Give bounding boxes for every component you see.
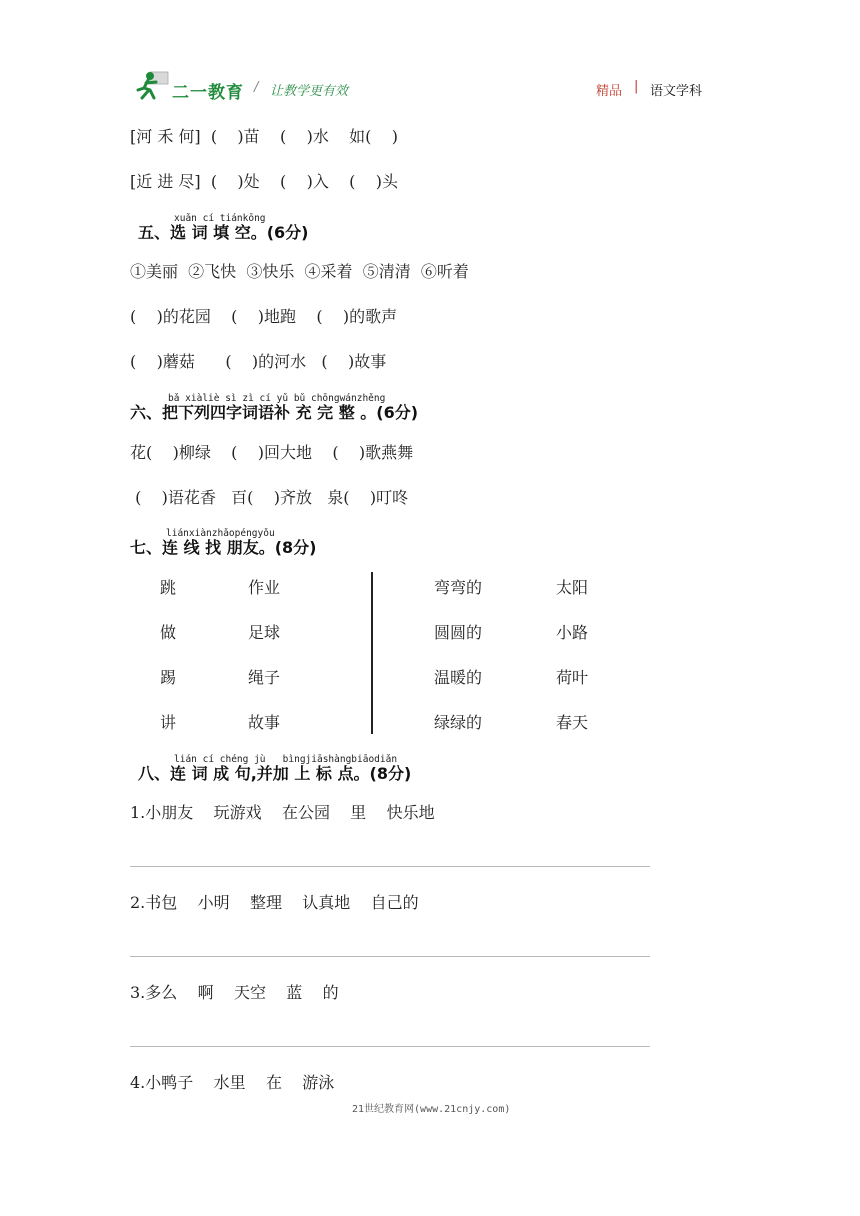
section5-row-1: ( )的花园 ( )地跑 ( )的歌声 xyxy=(130,307,398,326)
header-premium-label: 精品 xyxy=(596,84,623,99)
footer-source: 21世纪教育网(www.21cnjy.com) xyxy=(352,1104,511,1115)
object-item: 小路 xyxy=(556,623,589,642)
verb-item: 跳 xyxy=(160,578,177,597)
section8-pinyin: lián cí chéng jù bìngjiāshàngbiāodiǎn xyxy=(174,754,398,765)
matching-divider xyxy=(371,572,373,734)
sentence-question-1: 1.小朋友 玩游戏 在公园 里 快乐地 xyxy=(130,803,435,822)
section5-row-2: ( )蘑菇 ( )的河水 ( )故事 xyxy=(130,352,387,371)
sentence-question-2: 2.书包 小明 整理 认真地 自己的 xyxy=(130,893,419,912)
homophone-row-2: [近 进 尽] ( )处 ( )入 ( )头 xyxy=(130,172,399,191)
header-separator: | xyxy=(634,79,639,94)
answer-line-1 xyxy=(130,866,650,867)
section5-options: ①美丽 ②飞快 ③快乐 ④采着 ⑤清清 ⑥听着 xyxy=(130,262,469,281)
adjective-item: 圆圆的 xyxy=(434,623,483,642)
section7-pinyin: liánxiànzhǎopéngyǒu xyxy=(166,528,275,539)
homophone-row-1: [河 禾 何] ( )苗 ( )水 如( ) xyxy=(130,127,399,146)
running-figure-logo-icon xyxy=(136,70,172,102)
section6-row-2: ( )语花香 百( )齐放 泉( )叮咚 xyxy=(130,488,409,507)
sentence-question-3: 3.多么 啊 天空 蓝 的 xyxy=(130,983,339,1002)
adjective-item: 温暖的 xyxy=(434,668,483,687)
answer-line-2 xyxy=(130,956,650,957)
header-slogan: 让教学更有效 xyxy=(270,84,349,99)
section5-pinyin: xuǎn cí tiánkōng xyxy=(174,213,266,224)
verb-item: 做 xyxy=(160,623,177,642)
noun-item: 作业 xyxy=(248,578,281,597)
object-item: 荷叶 xyxy=(556,668,589,687)
object-item: 太阳 xyxy=(556,578,589,597)
adjective-item: 弯弯的 xyxy=(434,578,483,597)
answer-line-3 xyxy=(130,1046,650,1047)
adjective-item: 绿绿的 xyxy=(434,713,483,732)
section8-title: 八、连 词 成 句,并加 上 标 点。(8分) xyxy=(138,764,412,783)
header-slash: / xyxy=(254,80,259,95)
noun-item: 足球 xyxy=(248,623,281,642)
noun-item: 故事 xyxy=(248,713,281,732)
noun-item: 绳子 xyxy=(248,668,281,687)
section6-row-1: 花( )柳绿 ( )回大地 ( )歌燕舞 xyxy=(130,443,414,462)
section6-title: 六、把下列四字词语补 充 完 整 。(6分) xyxy=(130,403,419,422)
logo-text: 二一教育 xyxy=(172,83,244,103)
header-subject: 语文学科 xyxy=(650,84,703,99)
verb-item: 讲 xyxy=(160,713,177,732)
sentence-question-4: 4.小鸭子 水里 在 游泳 xyxy=(130,1073,335,1092)
section7-title: 七、连 线 找 朋友。(8分) xyxy=(130,538,317,557)
section6-pinyin: bǎ xiàliè sì zì cí yǔ bǔ chōngwánzhěng xyxy=(168,393,386,404)
verb-item: 踢 xyxy=(160,668,177,687)
section5-title: 五、选 词 填 空。(6分) xyxy=(138,223,309,242)
object-item: 春天 xyxy=(556,713,589,732)
